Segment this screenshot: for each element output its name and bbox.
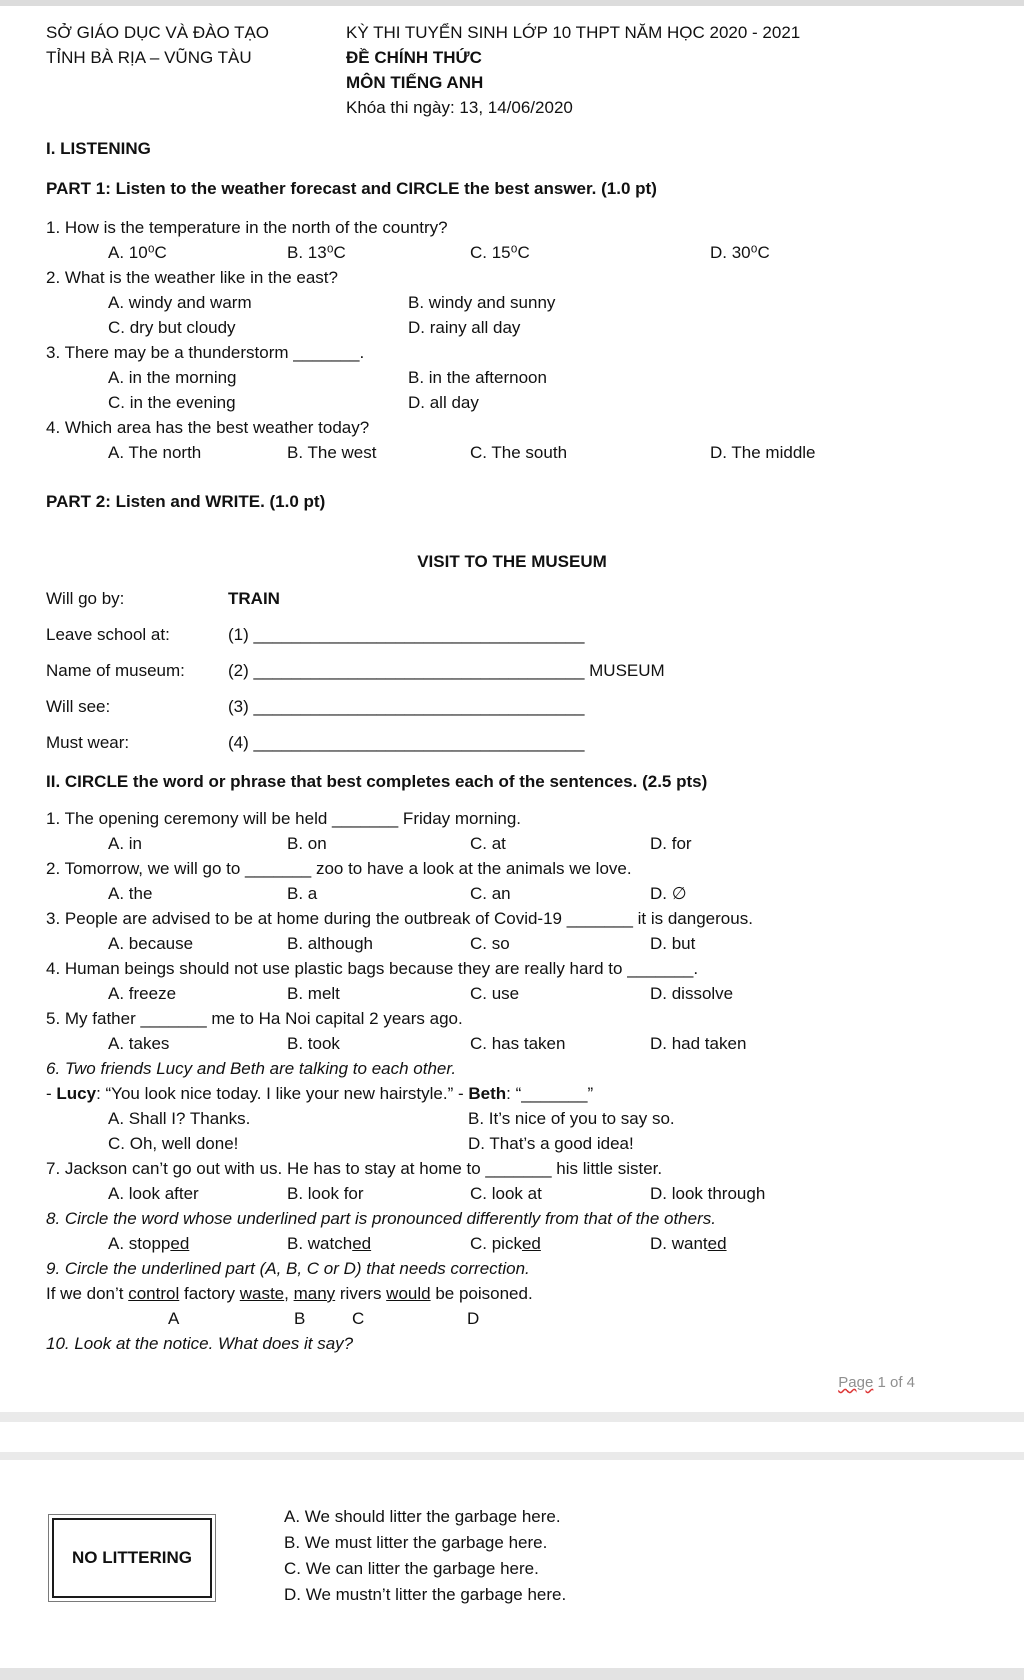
page-gap	[0, 1422, 1024, 1452]
s2-q2-text: 2. Tomorrow, we will go to _______ zoo to have a look at the animals we love.	[46, 859, 632, 878]
p1-q2-option-c: C. dry but cloudy	[108, 318, 236, 337]
s2-q8-option-d	[650, 1231, 727, 1256]
speaker-lucy: Lucy	[56, 1084, 97, 1103]
s2-q8-option-b	[287, 1231, 470, 1256]
s2-q7-option-a: A. look after	[108, 1184, 199, 1203]
q10-notice-block	[46, 1504, 978, 1608]
option-text: A. stopp	[108, 1234, 171, 1253]
section-2-title: II. CIRCLE the word or phrase that best completes each of the sentences. (2.5 pts)	[46, 772, 708, 791]
s2-q1-option-b: B. on	[287, 834, 327, 853]
underlined-word-would: would	[386, 1284, 431, 1303]
option-text: B. watch	[287, 1234, 353, 1253]
s2-q6-option-d: D. That’s a good idea!	[468, 1134, 634, 1153]
underlined-word-many: many	[293, 1284, 336, 1303]
p1-q4-option-b: B. The west	[287, 443, 377, 462]
speaker-beth: Beth	[468, 1084, 507, 1103]
form-row-must-wear	[46, 730, 978, 755]
museum-form-title: VISIT TO THE MUSEUM	[417, 552, 607, 571]
part-1-title: PART 1: Listen to the weather forecast and CIRCLE the best answer. (1.0 pt)	[46, 179, 657, 198]
dialogue-tail: : “_______”	[506, 1084, 594, 1103]
page-gap-band-top	[0, 1412, 1024, 1422]
s2-q5-option-d: D. had taken	[650, 1034, 747, 1053]
s2-q4-option-d: D. dissolve	[650, 984, 734, 1003]
s2-q1-options	[46, 831, 978, 856]
sentence-text: factory	[179, 1284, 240, 1303]
no-littering-sign: NO LITTERING	[52, 1518, 212, 1598]
form-blank-2: (2) ___________________________________ MUSEUM	[228, 661, 665, 680]
letter-b: B	[294, 1309, 306, 1328]
p1-q1-options	[46, 240, 978, 265]
part-2-title: PART 2: Listen and WRITE. (1.0 pt)	[46, 492, 326, 511]
s2-q5-options	[46, 1031, 978, 1056]
exam-page-1	[0, 6, 1024, 1412]
s2-q2-option-a: A. the	[108, 884, 153, 903]
letter-d: D	[467, 1309, 480, 1328]
s2-q4-options	[46, 981, 978, 1006]
s2-q9-letter-row	[46, 1306, 978, 1331]
s2-q7-option-c: C. look at	[470, 1184, 542, 1203]
underlined-word-control: control	[128, 1284, 180, 1303]
s2-q9-sentence	[46, 1281, 978, 1306]
s2-q3-option-c: C. so	[470, 934, 510, 953]
s2-q8-option-a	[108, 1231, 287, 1256]
s2-q10-intro: 10. Look at the notice. What does it say?	[46, 1334, 354, 1353]
s2-q5-option-b: B. took	[287, 1034, 340, 1053]
p1-q3-option-b: B. in the afternoon	[408, 368, 547, 387]
p1-q4-option-a: A. The north	[108, 443, 202, 462]
p1-q3-option-a: A. in the morning	[108, 368, 237, 387]
form-label: Will go by:	[46, 589, 125, 608]
page-number	[46, 1372, 978, 1394]
s2-q5-text: 5. My father _______ me to Ha Noi capital 2 years ago.	[46, 1009, 463, 1028]
form-value: TRAIN	[228, 589, 280, 608]
page-word: Page	[838, 1374, 874, 1391]
p1-q2-text: 2. What is the weather like in the east?	[46, 268, 338, 287]
form-blank-3: (3) ___________________________________	[228, 697, 585, 716]
q10-options	[284, 1504, 566, 1608]
s2-q9-intro: 9. Circle the underlined part (A, B, C or D) that needs correction.	[46, 1259, 530, 1278]
s2-q4-option-a: A. freeze	[108, 984, 177, 1003]
exam-date: Khóa thi ngày: 13, 14/06/2020	[346, 98, 573, 117]
form-blank-4: (4) ___________________________________	[228, 733, 585, 752]
s2-q8-intro: 8. Circle the word whose underlined part is pronounced differently from that of the others.	[46, 1209, 716, 1228]
q10-option-a: A. We should litter the garbage here.	[284, 1507, 561, 1526]
option-text: C. pick	[470, 1234, 522, 1253]
p1-q2-option-d: D. rainy all day	[408, 318, 521, 337]
q10-option-d: D. We mustn’t litter the garbage here.	[284, 1585, 567, 1604]
p1-q3-option-d: D. all day	[408, 393, 479, 412]
p1-q1-option-d: D. 30⁰C	[710, 243, 770, 262]
s2-q7-option-b: B. look for	[287, 1184, 364, 1203]
exam-header	[46, 20, 978, 120]
s2-q1-option-c: C. at	[470, 834, 506, 853]
exam-title: KỲ THI TUYỂN SINH LỚP 10 THPT NĂM HỌC 2020 - 2021	[346, 23, 801, 42]
form-row-will-see	[46, 694, 978, 719]
dialogue-mid: : “You look nice today. I like your new hairstyle.” -	[96, 1084, 469, 1103]
header-exam-info	[346, 20, 800, 120]
sentence-text: ,	[284, 1284, 294, 1303]
bottom-divider	[0, 1668, 1024, 1680]
form-label: Must wear:	[46, 733, 130, 752]
header-department	[46, 20, 346, 120]
exam-official-label: ĐỀ CHÍNH THỨC	[346, 48, 482, 67]
s2-q3-option-d: D. but	[650, 934, 696, 953]
underlined-word-waste: waste	[239, 1284, 285, 1303]
s2-q4-option-c: C. use	[470, 984, 520, 1003]
q10-option-b: B. We must litter the garbage here.	[284, 1533, 548, 1552]
s2-q2-options	[46, 881, 978, 906]
form-row-leave-time	[46, 622, 978, 647]
dialogue-dash: -	[46, 1084, 57, 1103]
p1-q4-options	[46, 440, 978, 465]
p1-q1-text: 1. How is the temperature in the north of the country?	[46, 218, 448, 237]
p1-q4-option-d: D. The middle	[710, 443, 816, 462]
sentence-text: If we don’t	[46, 1284, 129, 1303]
s2-q2-option-b: B. a	[287, 884, 318, 903]
form-label: Leave school at:	[46, 625, 170, 644]
s2-q7-option-d: D. look through	[650, 1184, 766, 1203]
s2-q6-options	[46, 1106, 978, 1156]
p1-q2-option-b: B. windy and sunny	[408, 293, 556, 312]
q10-option-c: C. We can litter the garbage here.	[284, 1559, 539, 1578]
form-label: Will see:	[46, 697, 111, 716]
exam-subject: MÔN TIẾNG ANH	[346, 73, 484, 92]
s2-q6-option-c: C. Oh, well done!	[108, 1134, 239, 1153]
s2-q6-option-a: A. Shall I? Thanks.	[108, 1109, 251, 1128]
form-row-transport	[46, 586, 978, 611]
page-rest: 1 of 4	[873, 1374, 915, 1391]
department-line-2: TỈNH BÀ RỊA – VŨNG TÀU	[46, 48, 252, 67]
p1-q2-option-a: A. windy and warm	[108, 293, 252, 312]
s2-q7-text: 7. Jackson can’t go out with us. He has to stay at home to _______ his little sister.	[46, 1159, 663, 1178]
s2-q2-option-c: C. an	[470, 884, 511, 903]
option-text: D. want	[650, 1234, 708, 1253]
s2-q2-option-d: D. ∅	[650, 884, 687, 903]
section-1-title: I. LISTENING	[46, 139, 151, 158]
p1-q3-options	[46, 365, 978, 415]
underlined-part: ed	[352, 1234, 372, 1253]
p1-q3-text: 3. There may be a thunderstorm _______.	[46, 343, 365, 362]
p1-q1-option-c: C. 15⁰C	[470, 243, 530, 262]
sentence-text: be poisoned.	[430, 1284, 533, 1303]
s2-q5-option-c: C. has taken	[470, 1034, 566, 1053]
department-line-1: SỞ GIÁO DỤC VÀ ĐÀO TẠO	[46, 23, 270, 42]
s2-q1-option-a: A. in	[108, 834, 143, 853]
s2-q3-text: 3. People are advised to be at home during the outbreak of Covid-19 _______ it is dangerous.	[46, 909, 753, 928]
exam-page-2	[0, 1460, 1024, 1668]
s2-q4-option-b: B. melt	[287, 984, 340, 1003]
s2-q8-option-c	[470, 1231, 650, 1256]
s2-q1-text: 1. The opening ceremony will be held _______ Friday morning.	[46, 809, 522, 828]
s2-q6-dialogue	[46, 1081, 978, 1106]
s2-q3-option-b: B. although	[287, 934, 374, 953]
p1-q2-options	[46, 290, 978, 340]
underlined-part: ed	[707, 1234, 727, 1253]
p1-q4-option-c: C. The south	[470, 443, 568, 462]
p1-q1-option-b: B. 13⁰C	[287, 243, 346, 262]
sentence-text: rivers	[335, 1284, 387, 1303]
s2-q7-options	[46, 1181, 978, 1206]
s2-q6-option-b: B. It’s nice of you to say so.	[468, 1109, 675, 1128]
form-blank-1: (1) ___________________________________	[228, 625, 585, 644]
p1-q1-option-a: A. 10⁰C	[108, 243, 167, 262]
letter-a: A	[168, 1309, 180, 1328]
p1-q4-text: 4. Which area has the best weather today?	[46, 418, 370, 437]
s2-q3-option-a: A. because	[108, 934, 194, 953]
s2-q5-option-a: A. takes	[108, 1034, 170, 1053]
letter-c: C	[352, 1309, 365, 1328]
s2-q3-options	[46, 931, 978, 956]
underlined-part: ed	[170, 1234, 190, 1253]
s2-q8-options	[46, 1231, 978, 1256]
s2-q4-text: 4. Human beings should not use plastic bags because they are really hard to _______.	[46, 959, 699, 978]
page-gap-band-bottom	[0, 1452, 1024, 1460]
underlined-part: ed	[521, 1234, 541, 1253]
s2-q6-intro: 6. Two friends Lucy and Beth are talking to each other.	[46, 1059, 457, 1078]
s2-q1-option-d: D. for	[650, 834, 692, 853]
form-label: Name of museum:	[46, 661, 185, 680]
p1-q3-option-c: C. in the evening	[108, 393, 236, 412]
form-row-museum-name	[46, 658, 978, 683]
